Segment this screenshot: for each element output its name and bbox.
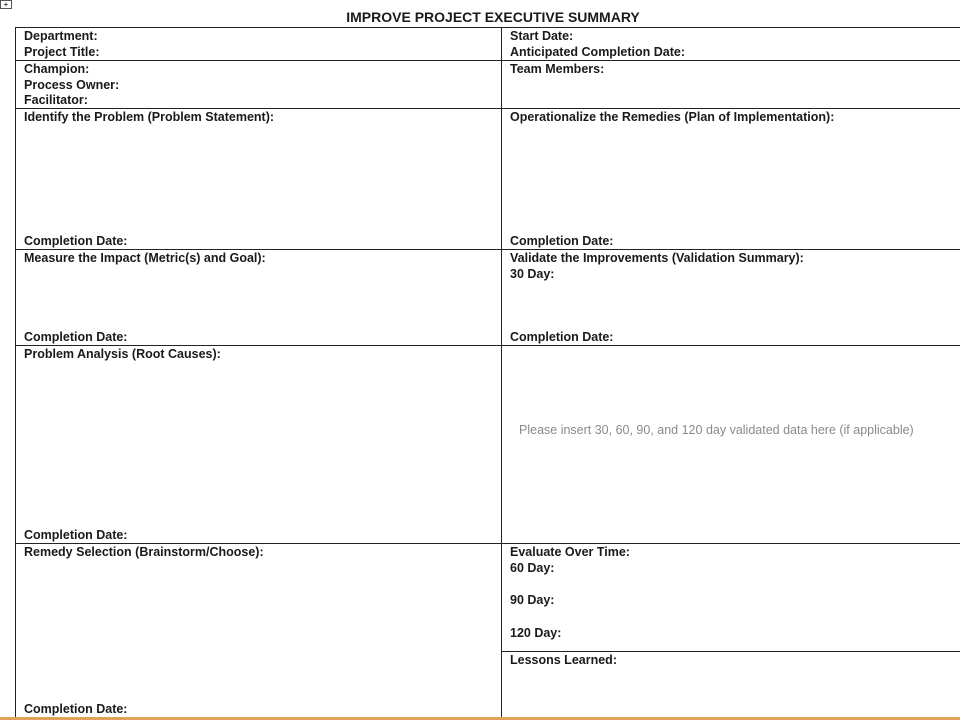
problem-analysis-cell[interactable] xyxy=(16,346,502,544)
champion-label: Champion: xyxy=(24,62,90,76)
operationalize-cell[interactable] xyxy=(502,109,960,250)
validated-data-cell[interactable] xyxy=(502,346,960,544)
validate-30-day-label: 30 Day: xyxy=(510,266,555,281)
process-owner-label: Process Owner: xyxy=(24,77,120,92)
identify-completion-date-label: Completion Date: xyxy=(24,233,128,248)
evaluate-over-time-cell[interactable] xyxy=(502,544,960,652)
facilitator-label: Facilitator: xyxy=(24,93,88,107)
department-label: Department: xyxy=(24,29,98,43)
evaluate-90-day-label: 90 Day: xyxy=(510,593,555,607)
validate-improvements-cell[interactable] xyxy=(502,250,960,346)
remedy-selection-heading: Remedy Selection (Brainstorm/Choose): xyxy=(24,545,264,559)
start-date-label: Start Date: xyxy=(510,29,574,43)
team-members-cell[interactable] xyxy=(502,61,960,109)
team-members-label: Team Members: xyxy=(510,62,605,76)
dates-cell[interactable] xyxy=(502,28,960,61)
department-project-cell[interactable] xyxy=(16,28,502,61)
remedy-selection-cell[interactable] xyxy=(16,544,502,718)
validate-completion-date-label: Completion Date: xyxy=(510,329,614,344)
lessons-learned-cell[interactable] xyxy=(502,652,960,718)
measure-completion-date-label: Completion Date: xyxy=(24,329,128,344)
anticipated-completion-label: Anticipated Completion Date: xyxy=(510,44,686,59)
measure-impact-heading: Measure the Impact (Metric(s) and Goal): xyxy=(24,251,266,265)
operationalize-completion-date-label: Completion Date: xyxy=(510,233,614,248)
remedy-completion-date-label: Completion Date: xyxy=(24,701,128,716)
validate-heading: Validate the Improvements (Validation Summary): xyxy=(510,251,804,265)
validated-data-placeholder: Please insert 30, 60, 90, and 120 day validated data here (if applicable) xyxy=(519,423,914,437)
problem-analysis-heading: Problem Analysis (Root Causes): xyxy=(24,347,221,361)
evaluate-60-day-label: 60 Day: xyxy=(510,560,555,575)
roles-cell[interactable] xyxy=(16,61,502,109)
page-title: IMPROVE PROJECT EXECUTIVE SUMMARY xyxy=(346,9,640,25)
evaluate-heading: Evaluate Over Time: xyxy=(510,545,630,559)
identify-problem-cell[interactable] xyxy=(16,109,502,250)
measure-impact-cell[interactable] xyxy=(16,250,502,346)
table-move-handle-icon[interactable]: + xyxy=(0,0,12,9)
project-title-label: Project Title: xyxy=(24,44,100,59)
lessons-learned-label: Lessons Learned: xyxy=(510,653,617,667)
evaluate-120-day-label: 120 Day: xyxy=(510,625,562,640)
analysis-completion-date-label: Completion Date: xyxy=(24,527,128,542)
executive-summary-form xyxy=(15,27,960,717)
identify-problem-heading: Identify the Problem (Problem Statement): xyxy=(24,110,275,124)
operationalize-heading: Operationalize the Remedies (Plan of Implementation): xyxy=(510,110,835,124)
